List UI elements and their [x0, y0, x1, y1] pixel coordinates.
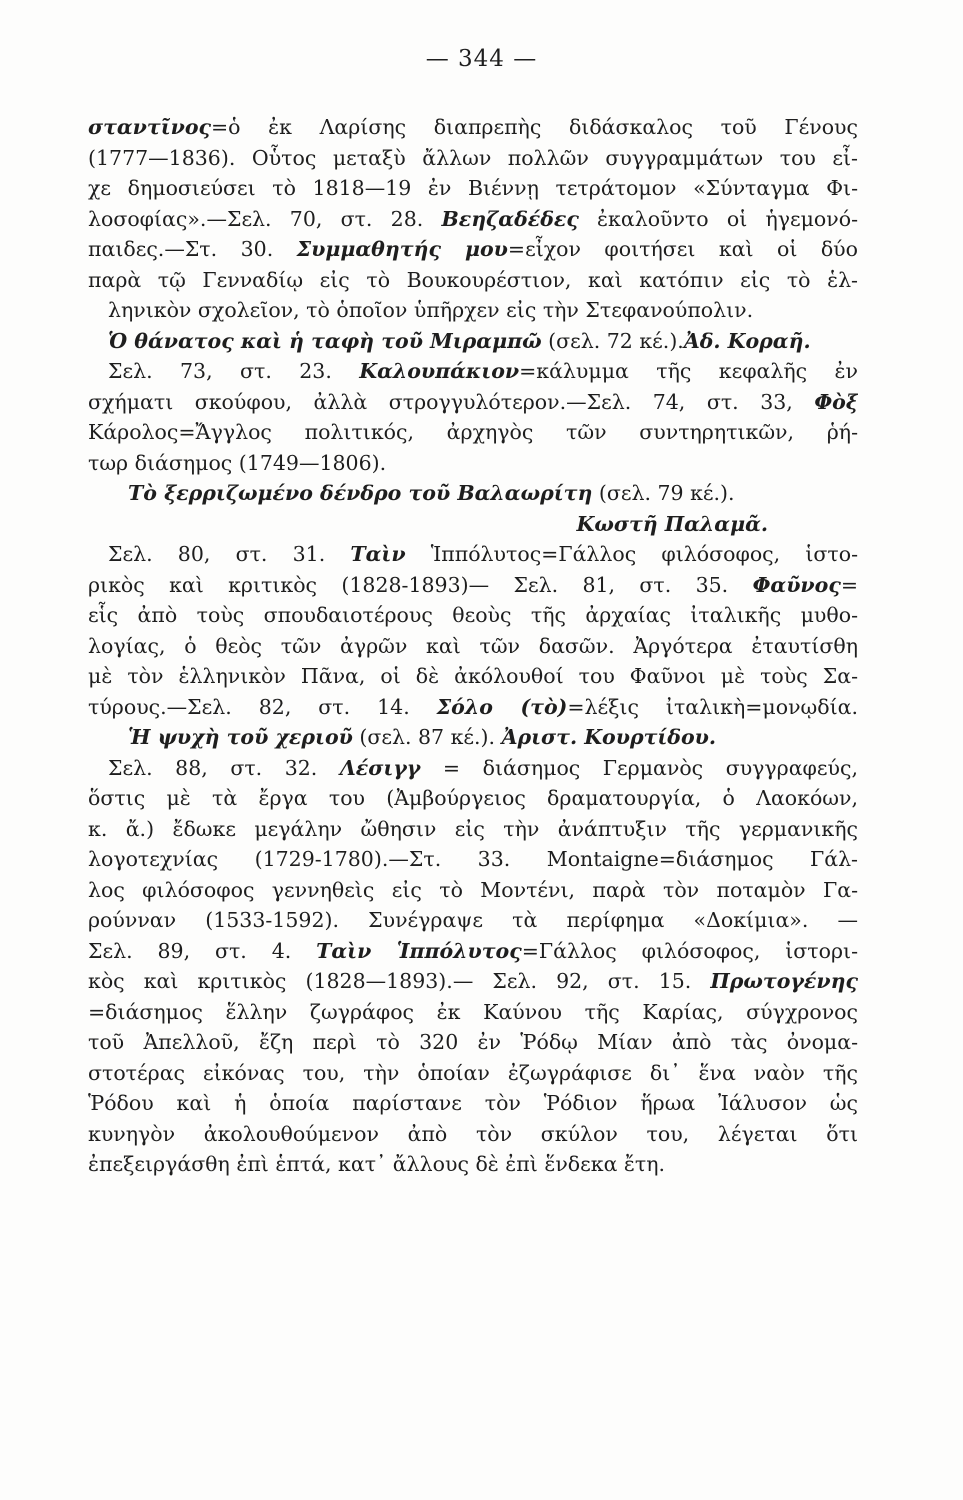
section-heading: Ὁ θάνατος καὶ ἡ ταφὴ τοῦ Μιραμπῶ (σελ. 72 κέ.).Ἀδ. Κοραῆ. [108, 328, 811, 353]
section-author: Κωστῆ Παλαμᾶ. [576, 511, 768, 536]
page-text [88, 112, 858, 1180]
text-line: =διάσημος ἕλλην ζωγράφος ἐκ Καύνου τῆς Καρίας, σύγχρονος [88, 999, 858, 1024]
text-line: κ. ἄ.) ἔδωκε μεγάλην ὤθησιν εἰς τὴν ἀνάπτυξιν τῆς γερμανικῆς [88, 816, 858, 841]
text-line: Ῥόδου καὶ ἡ ὁποία παρίστανε τὸν Ῥόδιον ἥρωα Ἰάλυσον ὡς [88, 1091, 858, 1115]
text-line: μὲ τὸν ἑλληνικὸν Πᾶνα, οἱ δὲ ἀκόλουθοί του Φαῦνοι μὲ τοὺς Σα- [88, 664, 858, 688]
text-line: κὸς καὶ κριτικὸς (1828—1893).— Σελ. 92, στ. 15. Πρωτογένης [88, 969, 858, 993]
text-line: ἐπεξειργάσθη ἐπὶ ἑπτά, κατ᾽ ἄλλους δὲ ἐπὶ ἕνδεκα ἔτη. [88, 1152, 666, 1176]
text-line: λογίας, ὁ θεὸς τῶν ἀγρῶν καὶ τῶν δασῶν. Ἀργότερα ἐταυτίσθη [88, 633, 858, 658]
text-line: ρικὸς καὶ κριτικὸς (1828-1893)— Σελ. 81, στ. 35. Φαῦνος= [88, 572, 858, 597]
text-line: Σελ. 89, στ. 4. Ταὶν Ἱππόλυτος=Γάλλος φιλόσοφος, ἱστορι- [88, 938, 858, 963]
section-heading: Τὸ ξερριζωμένο δένδρο τοῦ Βαλαωρίτη (σελ. 79 κέ.). [128, 481, 735, 505]
text-line: λογοτεχνίας (1729-1780).—Στ. 33. Montaigne=διάσημος Γάλ- [88, 847, 858, 871]
text-line: σταντῖνος=ὁ ἐκ Λαρίσης διαπρεπὴς διδάσκαλος τοῦ Γένους [88, 115, 858, 139]
text-line: Σελ. 80, στ. 31. Ταὶν Ἱππόλυτος=Γάλλος φιλόσοφος, ἱστο- [108, 542, 858, 566]
text-line: σχήματι σκούφου, ἀλλὰ στρογγυλότερον.—Σελ. 74, στ. 33, Φὸξ [88, 389, 858, 414]
text-line: Σελ. 73, στ. 23. Καλουπάκιον=κάλυμμα τῆς κεφαλῆς ἐν [108, 359, 858, 383]
section-heading: Ἡ ψυχὴ τοῦ χεριοῦ (σελ. 87 κέ.). Ἀριστ. Κουρτίδου. [128, 725, 717, 749]
text-line: παρὰ τῷ Γενναδίῳ εἰς τὸ Βουκουρέστιον, καὶ κατόπιν εἰς τὸ ἑλ- [88, 267, 858, 292]
text-line: χε δημοσιεύσει τὸ 1818—19 ἐν Βιέννῃ τετράτομον «Σύνταγμα Φι- [88, 176, 858, 200]
text-line: παιδες.—Στ. 30. Συμμαθητής μου=εἶχον φοιτήσει καὶ οἱ δύο [88, 237, 858, 261]
text-line: λοσοφίας».—Σελ. 70, στ. 28. Βεηζαδέδες ἐκαλοῦντο οἱ ἡγεμονό- [88, 206, 858, 231]
text-line: Σελ. 88, στ. 32. Λέσιγγ = διάσημος Γερμανὸς συγγραφεύς, [108, 755, 858, 780]
text-line: Κάρολος=Ἄγγλος πολιτικός, ἀρχηγὸς τῶν συντηρητικῶν, ῥή- [88, 420, 858, 444]
text-line: ὅστις μὲ τὰ ἔργα του (Ἀμβούργειος δραματουργία, ὁ Λαοκόων, [88, 786, 858, 810]
text-line: κυνηγὸν ἀκολουθούμενον ἀπὸ τὸν σκύλον του, λέγεται ὅτι [88, 1121, 858, 1146]
text-line: εἷς ἀπὸ τοὺς σπουδαιοτέρους θεοὺς τῆς ἀρχαίας ἰταλικῆς μυθο- [88, 603, 858, 627]
text-line: τωρ διάσημος (1749—1806). [88, 450, 387, 475]
text-line: ρούνναν (1533-1592). Συνέγραψε τὰ περίφημα «Δοκίμια». — [88, 908, 858, 932]
text-line: (1777—1836). Οὗτος μεταξὺ ἄλλων πολλῶν συγγραμμάτων του εἶ- [88, 145, 858, 170]
text-line: τοῦ Ἀπελλοῦ, ἔζη περὶ τὸ 320 ἐν Ῥόδῳ Μίαν ἀπὸ τὰς ὀνομα- [88, 1030, 858, 1054]
text-line: τύρους.—Σελ. 82, στ. 14. Σόλο (τὸ)=λέξις ἰταλικὴ=μονῳδία. [88, 694, 858, 719]
text-line: λος φιλόσοφος γεννηθεὶς εἰς τὸ Μοντένι, παρὰ τὸν ποταμὸν Γα- [88, 877, 858, 902]
page-number: — 344 — [425, 46, 538, 72]
text-line: ληνικὸν σχολεῖον, τὸ ὁποῖον ὑπῆρχεν εἰς τὴν Στεφανούπολιν. [108, 298, 754, 322]
text-line: στοτέρας εἰκόνας του, τὴν ὁποίαν ἐζωγράφισε δι᾽ ἕνα ναὸν τῆς [88, 1060, 858, 1085]
